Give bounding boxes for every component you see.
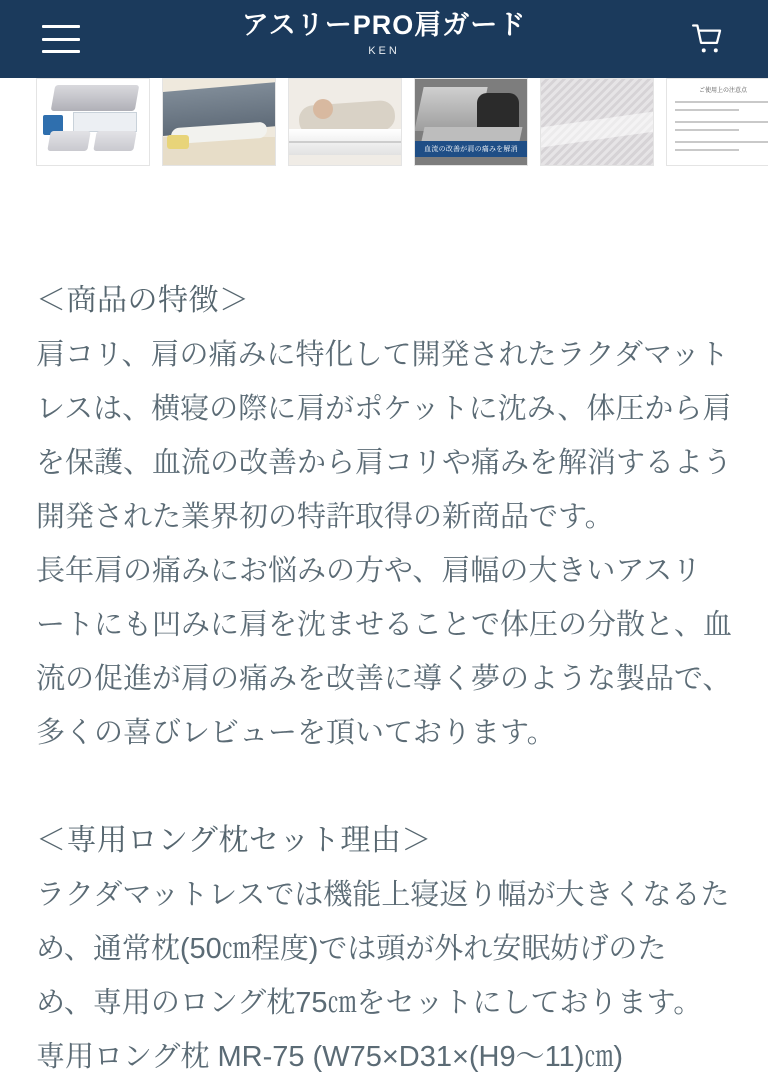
- gallery-thumbnail-strip[interactable]: [0, 78, 768, 170]
- thumbnail-shoulder-pocket-detail[interactable]: [414, 78, 528, 166]
- thumb5-fabric-fold: [540, 109, 654, 148]
- thumb3-mattress-edge: [289, 141, 402, 143]
- thumb6-text-line: [675, 149, 739, 151]
- thumb1-top-layer: [51, 85, 140, 111]
- thumb6-text-line: [675, 109, 739, 111]
- thumbnail-fabric-closeup[interactable]: [540, 78, 654, 166]
- thumb2-accent-object: [167, 135, 189, 149]
- thumb6-text-line: [675, 121, 768, 123]
- pillow-heading: ＜専用ロング枕セット理由＞: [36, 824, 432, 857]
- brand-block: [0, 8, 768, 59]
- shopping-cart-icon[interactable]: [688, 19, 728, 59]
- thumb3-person-head: [313, 99, 333, 119]
- thumbnail-usage-notes[interactable]: [666, 78, 768, 166]
- thumb1-bottom-right-block: [93, 131, 137, 151]
- features-line-3: を保護、血流の改善から肩コリや痛みを解消するよう: [36, 447, 733, 479]
- pillow-line-4: 専用ロング枕 MR-75 (W75×D31×(H9〜11)㎝): [36, 1041, 624, 1073]
- features-heading: ＜商品の特徴＞: [36, 284, 250, 317]
- hamburger-bar-3: [42, 50, 80, 53]
- features-line-1: 肩コリ、肩の痛みに特化して開発されたラクダマット: [36, 339, 729, 371]
- features-line-2: レスは、横寝の際に肩がポケットに沈み、体圧から肩: [36, 393, 732, 425]
- thumb6-text-line: [675, 101, 768, 103]
- thumb4-caption: 血流の改善が肩の痛みを解消: [415, 141, 527, 157]
- thumb6-text-line: [675, 129, 739, 131]
- section-gap: [36, 760, 732, 814]
- hamburger-menu-icon[interactable]: [42, 25, 80, 53]
- features-line-5: 長年肩の痛みにお悩みの方や、肩幅の大きいアスリ: [36, 555, 702, 587]
- app-header: [0, 0, 768, 78]
- thumbnail-bed-with-long-pillow[interactable]: [162, 78, 276, 166]
- pillow-line-2: め、通常枕(50㎝程度)では頭が外れ安眠妨げのた: [36, 933, 667, 965]
- thumbnail-person-side-sleeping[interactable]: [288, 78, 402, 166]
- content-top-spacer: [36, 170, 732, 274]
- hamburger-bar-1: [42, 25, 80, 28]
- thumb1-caption-box: [73, 112, 137, 132]
- product-description: [0, 170, 768, 1084]
- features-line-8: 多くの喜びレビューを頂いております。: [36, 717, 556, 749]
- features-line-7: 流の促進が肩の痛みを改善に導く夢のような製品で、: [36, 663, 732, 695]
- brand-subtitle: KEN: [368, 45, 400, 57]
- thumbnail-product-layers[interactable]: [36, 78, 150, 166]
- features-line-4: 開発された業界初の特許取得の新商品です。: [36, 501, 614, 533]
- thumb4-base-layer: [422, 127, 523, 141]
- hamburger-bar-2: [42, 38, 80, 41]
- pillow-line-1: ラクダマットレスでは機能上寝返り幅が大きくなるた: [36, 879, 730, 911]
- thumb1-bottom-left-block: [47, 131, 91, 151]
- thumb6-doc-title: ご使用上の注意点: [698, 88, 748, 94]
- page-title: アスリーPRO肩ガード: [241, 10, 527, 40]
- thumb6-text-line: [675, 141, 768, 143]
- pillow-line-3: め、専用のロング枕75㎝をセットにしております。: [36, 987, 703, 1019]
- features-line-6: ートにも凹みに肩を沈ませることで体圧の分散と、血: [36, 609, 733, 641]
